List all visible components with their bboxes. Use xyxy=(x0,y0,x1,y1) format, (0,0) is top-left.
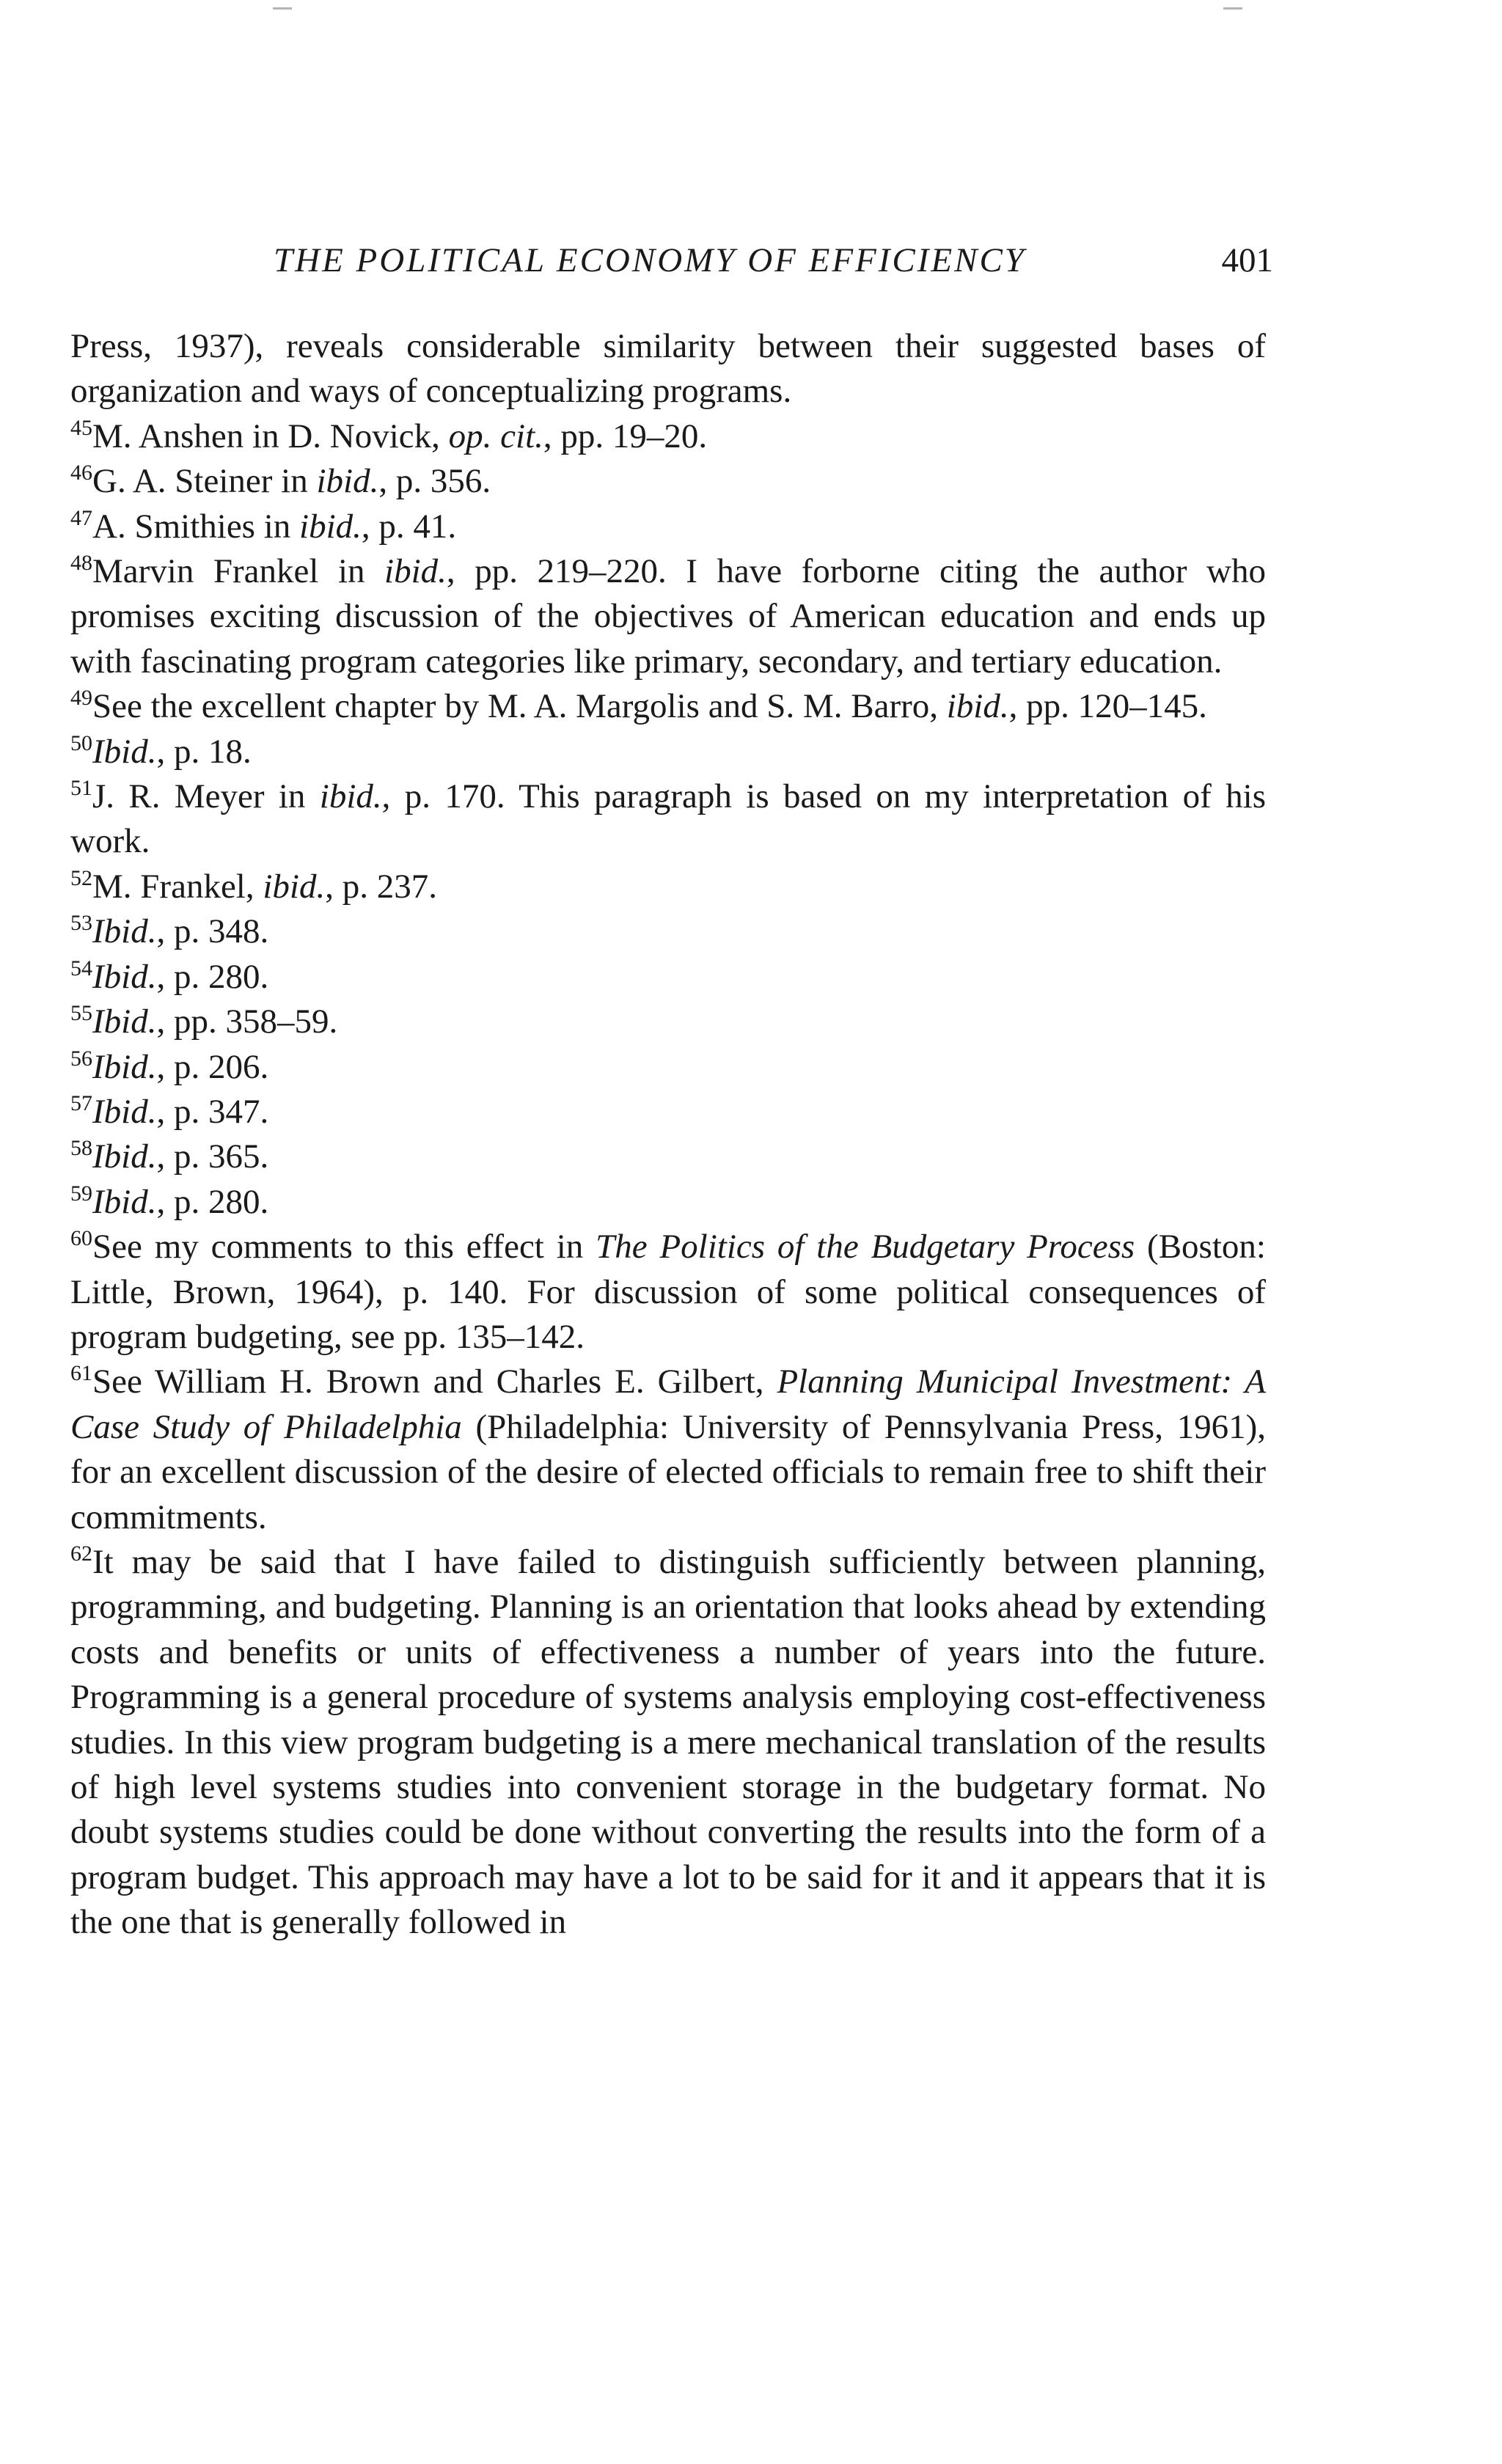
footnote-number: 46 xyxy=(70,461,92,485)
footnote-number: 45 xyxy=(70,415,92,440)
footnote-47 xyxy=(70,505,1266,549)
footnote-59 xyxy=(70,1180,1266,1225)
footnote-50 xyxy=(70,730,1266,774)
footnote-text: Ibid., p. 365. xyxy=(92,1137,269,1176)
footnote-number: 58 xyxy=(70,1136,92,1161)
footnote-48 xyxy=(70,549,1266,684)
footnote-text: Ibid., p. 348. xyxy=(92,912,269,951)
footnote-56 xyxy=(70,1045,1266,1090)
footnote-number: 54 xyxy=(70,956,92,980)
footnote-number: 47 xyxy=(70,505,92,530)
footnote-text: J. R. Meyer in ibid., p. 170. This paragraph is based on my interpretation of his work. xyxy=(70,777,1266,861)
footnote-text: Ibid., p. 18. xyxy=(92,732,252,771)
footnote-number: 56 xyxy=(70,1046,92,1071)
footnotes xyxy=(70,324,1266,1946)
footnote-45 xyxy=(70,414,1266,459)
footnote-53 xyxy=(70,909,1266,954)
footnote-52 xyxy=(70,865,1266,909)
footnote-number: 52 xyxy=(70,865,92,890)
footnote-text: Press, 1937), reveals considerable similarity between their suggested bases of organization and ways of conceptualizing programs. xyxy=(70,327,1266,411)
scan-mark-right xyxy=(1223,7,1242,10)
footnote-51 xyxy=(70,774,1266,865)
footnote-60 xyxy=(70,1225,1266,1360)
footnote-number: 51 xyxy=(70,776,92,801)
footnote-62 xyxy=(70,1540,1266,1946)
footnote-text: Ibid., p. 206. xyxy=(92,1047,269,1086)
footnote-text: It may be said that I have failed to distinguish sufficiently between planning, programming, and budgeting. Planning is an orientation that looks ahead by extending costs and benefits or units of effectiveness a number of years into the future. Programming is a general procedure of systems analysis employing cost-effectiveness studies. In this view program budgeting is a mere mechanical translation of the results of high level systems studies into convenient storage in the budgetary format. No doubt systems studies could be done without converting the results into the form of a program budget. This approach may have a lot to be said for it and it appears that it is the one that is generally followed in xyxy=(70,1542,1266,1942)
footnote-49 xyxy=(70,684,1266,729)
footnote-text: Ibid., p. 280. xyxy=(92,957,269,996)
footnote-55 xyxy=(70,1000,1266,1044)
footnote-continued xyxy=(70,324,1266,414)
page-number: 401 xyxy=(1221,241,1273,279)
footnote-text: G. A. Steiner in ibid., p. 356. xyxy=(92,462,491,501)
footnote-number: 49 xyxy=(70,686,92,711)
footnote-number: 48 xyxy=(70,551,92,576)
footnote-number: 53 xyxy=(70,911,92,936)
footnote-61 xyxy=(70,1360,1266,1540)
footnote-text: Ibid., p. 347. xyxy=(92,1092,269,1131)
footnote-text: Ibid., pp. 358–59. xyxy=(92,1002,338,1041)
footnote-number: 62 xyxy=(70,1541,92,1566)
footnote-number: 55 xyxy=(70,1001,92,1026)
footnote-46 xyxy=(70,459,1266,504)
footnote-number: 57 xyxy=(70,1090,92,1115)
running-title: THE POLITICAL ECONOMY OF EFFICIENCY xyxy=(274,241,1026,279)
footnote-text: M. Anshen in D. Novick, op. cit., pp. 19–20. xyxy=(92,417,708,455)
page-header xyxy=(70,241,1273,299)
footnote-number: 59 xyxy=(70,1181,92,1206)
footnote-57 xyxy=(70,1090,1266,1134)
footnote-text: M. Frankel, ibid., p. 237. xyxy=(92,867,437,906)
footnote-text: See William H. Brown and Charles E. Gilbert, Planning Municipal Investment: A Case Study of Philadelphia (Philadelphia: University of Pennsylvania Press, 1961), for an excellent discussion of the desire of elected officials to remain free to shift their commitments. xyxy=(70,1363,1267,1536)
footnote-number: 50 xyxy=(70,730,92,755)
footnote-58 xyxy=(70,1134,1266,1179)
footnote-text: A. Smithies in ibid., p. 41. xyxy=(92,507,457,546)
footnote-number: 60 xyxy=(70,1226,92,1251)
footnote-text: Ibid., p. 280. xyxy=(92,1182,269,1221)
footnote-text: See the excellent chapter by M. A. Margolis and S. M. Barro, ibid., pp. 120–145. xyxy=(92,687,1207,726)
footnote-number: 61 xyxy=(70,1361,92,1386)
scan-mark-left xyxy=(273,7,292,10)
footnote-text: Marvin Frankel in ibid., pp. 219–220. I have forborne citing the author who promises exciting discussion of the objectives of American education and ends up with fascinating program categories like primary, secondary, and tertiary education. xyxy=(70,552,1266,681)
footnote-text: See my comments to this effect in The Politics of the Budgetary Process (Boston: Little, Brown, 1964), p. 140. For discussion of some political consequences of program budgeting, see pp. 135–142. xyxy=(70,1228,1266,1356)
footnote-54 xyxy=(70,955,1266,1000)
